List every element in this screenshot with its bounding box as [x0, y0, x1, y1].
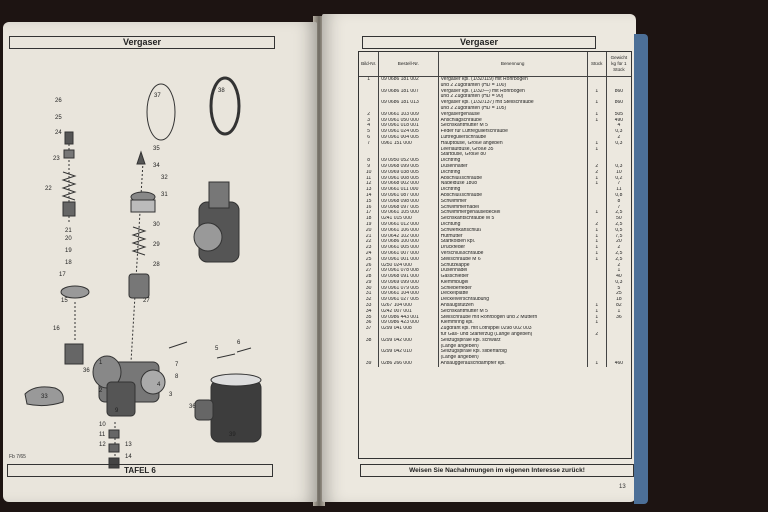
- cell-figure-no: 29: [365, 279, 372, 285]
- callout-34: 34: [153, 163, 160, 169]
- cell-description: Druckfeder: [438, 245, 587, 251]
- cell-order-no: 0961 151 000: [379, 141, 438, 147]
- cell-figure-no: 26: [365, 262, 372, 268]
- callout-10: 10: [99, 422, 106, 428]
- callout-13: 13: [125, 442, 132, 448]
- cell-figure-no: 34: [365, 308, 372, 314]
- cable-spiral-loop: [211, 78, 239, 134]
- cell-quantity: 2: [587, 170, 606, 176]
- cell-description: Vergaser kpl. (1/32/119) mit Rohrbogen: [438, 77, 587, 83]
- callout-26: 26: [55, 98, 62, 104]
- cell-order-no: 09 0968 097 005: [379, 205, 438, 211]
- cell-weight: 0,3: [606, 164, 631, 170]
- footer-notice: Weisen Sie Nachahmungen im eigenen Interesse zurück!: [360, 464, 634, 477]
- cell-weight: 490: [606, 118, 631, 124]
- cell-description: Luftregulierschraube: [438, 135, 587, 141]
- cell-weight: 11: [606, 187, 631, 193]
- cell-description: Sechskantschraube M 5: [438, 216, 587, 222]
- header-weight: Gewicht kg für 1 Stück: [606, 52, 631, 77]
- right-page-title: Vergaser: [362, 36, 596, 49]
- cell-weight: 50: [606, 216, 631, 222]
- cell-order-no: 09 0686 100 000: [379, 239, 438, 245]
- cell-figure-no: 38: [365, 337, 372, 343]
- callout-38: 38: [218, 88, 225, 94]
- callout-6: 6: [237, 340, 241, 346]
- cell-figure-no: 8: [367, 158, 370, 164]
- cell-figure-no: 37: [365, 326, 372, 332]
- cell-quantity: 2: [587, 332, 606, 338]
- cell-figure-no: 17: [365, 210, 372, 216]
- cell-order-no: 09 0661 105 000: [379, 210, 438, 216]
- throttle-cable-loop: [147, 84, 175, 140]
- cell-figure-no: 39: [365, 361, 372, 367]
- cell-order-no: 09 0961 027 005: [379, 297, 438, 303]
- cell-order-no: 09 0961 018 001: [379, 123, 438, 129]
- callout-20: 20: [65, 236, 72, 242]
- cell-description: Düsennadel: [438, 268, 587, 274]
- cell-description: (Länge angeben): [438, 355, 587, 361]
- cell-description: Hauptdüse, Größe angeben: [438, 141, 587, 147]
- cell-figure-no: 10: [365, 169, 372, 175]
- cell-description: Stellschraube M 6: [438, 257, 587, 263]
- cell-quantity: 1: [587, 181, 606, 187]
- cell-order-no: 09 0961 087 000: [379, 193, 438, 199]
- print-mark: Fb 7/65: [9, 454, 26, 460]
- callout-15: 15: [61, 298, 68, 304]
- cell-quantity: 1: [587, 228, 606, 234]
- cell-weight: 860: [606, 89, 631, 95]
- cell-description: Dichtring: [438, 187, 587, 193]
- cell-description: Sechskantmutter M 5: [438, 123, 587, 129]
- callout-4: 4: [157, 382, 161, 388]
- cell-order-no: 09 0661 007 000: [379, 251, 438, 257]
- cell-figure-no: 35: [365, 314, 372, 320]
- cell-figure-no: 33: [365, 303, 372, 309]
- cell-figure-no: 4: [367, 123, 370, 129]
- plate-label: TAFEL 6: [7, 464, 273, 477]
- cell-description: und 2 Zugdrähten (HD = 100): [438, 83, 587, 89]
- cell-quantity: 1: [587, 315, 606, 321]
- cell-weight: 2: [606, 135, 631, 141]
- cell-weight: 1: [606, 309, 631, 315]
- callout-16: 16: [53, 326, 60, 332]
- callout-31: 31: [161, 192, 168, 198]
- cell-quantity: 1: [587, 320, 606, 326]
- cell-description: Schieberfeder: [438, 286, 587, 292]
- cell-order-no: 09 0968 099 005: [379, 164, 438, 170]
- cell-order-no: 0299 042 010: [379, 349, 438, 355]
- cell-quantity: 1: [587, 112, 606, 118]
- cell-figure-no: 36: [365, 320, 372, 326]
- cell-figure-no: 23: [365, 245, 372, 251]
- cell-order-no: 09 0661 106 000: [379, 228, 438, 234]
- cell-order-no: 09 0986 423 000: [379, 320, 438, 326]
- cell-order-no: 09 0661 104 000: [379, 291, 438, 297]
- header-order-no: Bestell-Nr.: [379, 52, 438, 77]
- cell-weight: 18: [606, 297, 631, 303]
- callout-39: 39: [229, 432, 236, 438]
- cell-description: Deckelverschraubung: [438, 297, 587, 303]
- cell-weight: 505: [606, 112, 631, 118]
- cell-figure-no: 9: [367, 163, 370, 169]
- callout-23: 23: [53, 156, 60, 162]
- cell-quantity: 2: [587, 164, 606, 170]
- exploded-carburetor-diagram: [3, 62, 317, 482]
- cell-weight: 0,3: [606, 129, 631, 135]
- cell-description: Hutmutter: [438, 234, 587, 240]
- cell-figure-no: 13: [365, 187, 372, 193]
- cell-order-no: 09 0961 008 005: [379, 176, 438, 182]
- cell-quantity: 1: [587, 251, 606, 257]
- cell-quantity: 1: [587, 361, 606, 367]
- cell-description: Vergaser kpl. (1/32/137) mit Stellschraube: [438, 100, 587, 106]
- callout-2: 2: [99, 388, 103, 394]
- cell-weight: 2,5: [606, 251, 631, 257]
- cell-description: Düsenhalter: [438, 164, 587, 170]
- cell-weight: 0,3: [606, 141, 631, 147]
- cell-description: Schwenkanschluß: [438, 228, 587, 234]
- callout-32: 32: [161, 175, 168, 181]
- header-description: Benennung: [438, 52, 587, 77]
- callout-7: 7: [175, 362, 179, 368]
- cell-description: Abschlußschraube: [438, 176, 587, 182]
- callout-8: 8: [175, 374, 179, 380]
- cell-order-no: 0299 041 008: [379, 326, 438, 332]
- callout-21: 21: [65, 228, 72, 234]
- cell-description: Seilzugspirale kpl. silberfarbig: [438, 349, 587, 355]
- cell-weight: 1: [606, 268, 631, 274]
- cell-description: Dichtring: [438, 170, 587, 176]
- cell-figure-no: 12: [365, 181, 372, 187]
- cell-order-no: 09 0961 079 005: [379, 286, 438, 292]
- cell-quantity: 1: [587, 118, 606, 124]
- cell-weight: 36: [606, 315, 631, 321]
- cell-weight: 7: [606, 181, 631, 187]
- cell-weight: 7,5: [606, 234, 631, 240]
- cell-order-no: 09 0661 011 000: [379, 187, 438, 193]
- cell-quantity: 1: [587, 147, 606, 153]
- cell-quantity: 1: [587, 303, 606, 309]
- cell-order-no: 09 0961 024 005: [379, 129, 438, 135]
- cell-figure-no: 31: [365, 291, 372, 297]
- cell-figure-no: 25: [365, 256, 372, 262]
- blue-cover-edge: [634, 34, 648, 504]
- cell-description: Startkolben kpl.: [438, 239, 587, 245]
- cell-figure-no: 27: [365, 268, 372, 274]
- cell-description: Dichtring: [438, 158, 587, 164]
- cell-order-no: 09 0961 004 005: [379, 135, 438, 141]
- callout-35: 35: [153, 146, 160, 152]
- parts-row: [359, 361, 631, 367]
- cell-figure-no: 14: [365, 192, 372, 198]
- cell-order-no: 09 0686 181 002: [379, 77, 438, 83]
- callout-24: 24: [55, 130, 62, 136]
- cell-quantity: 1: [587, 239, 606, 245]
- cell-order-no: 0250 024 000: [379, 263, 438, 269]
- callout-30: 30: [153, 222, 160, 228]
- cell-weight: 0,3: [606, 280, 631, 286]
- cell-weight: 2: [606, 245, 631, 251]
- callout-25: 25: [55, 115, 62, 121]
- cell-order-no: 09 0950 052 005: [379, 158, 438, 164]
- cell-order-no: 09 0969 038 005: [379, 170, 438, 176]
- cell-weight: 0,8: [606, 193, 631, 199]
- callout-36b: 36: [189, 404, 196, 410]
- cell-description: Klemmbügel: [438, 280, 587, 286]
- cell-description: Dichtung: [438, 222, 587, 228]
- cell-description: Gasschieber: [438, 274, 587, 280]
- cell-weight: 4: [606, 123, 631, 129]
- page-number: 13: [619, 484, 626, 490]
- callout-17: 17: [59, 272, 66, 278]
- cell-order-no: 09 0961 001 000: [379, 257, 438, 263]
- cell-order-no: 09 0961 050 000: [379, 118, 438, 124]
- cell-weight: 460: [606, 361, 631, 367]
- cell-description: für Gas- und Starterzug (Länge angeben): [438, 332, 587, 338]
- cell-order-no: 0299 042 000: [379, 338, 438, 344]
- cell-description: Ansaugstutzen: [438, 303, 587, 309]
- cell-weight: 2: [606, 263, 631, 269]
- parts-table-body: [359, 77, 631, 367]
- cell-figure-no: 32: [365, 297, 372, 303]
- cell-order-no: 09 0661 012 000: [379, 222, 438, 228]
- cell-order-no: 0286 266 000: [379, 361, 438, 367]
- cell-figure-no: 11: [365, 175, 372, 181]
- callout-5: 5: [215, 346, 219, 352]
- cell-description: Nadeldüse 1808: [438, 181, 587, 187]
- cell-figure-no: 21: [365, 233, 372, 239]
- cell-order-no: 0241 015 000: [379, 216, 438, 222]
- cell-weight: 7: [606, 205, 631, 211]
- cell-weight: 10: [606, 170, 631, 176]
- cell-weight: 40: [606, 274, 631, 280]
- cell-order-no: 09 0968 098 000: [379, 199, 438, 205]
- cell-order-no: 09 0969 099 000: [379, 280, 438, 286]
- cell-description: Leerlaufdüse, Größe 35: [438, 147, 587, 153]
- cell-quantity: 1: [587, 234, 606, 240]
- cell-description: Startdüse, Größe 80: [438, 152, 587, 158]
- cell-description: Anschlagschraube: [438, 118, 587, 124]
- cell-order-no: 0267 104 000: [379, 303, 438, 309]
- cell-quantity: 2: [587, 222, 606, 228]
- cell-figure-no: 5: [367, 129, 370, 135]
- cell-figure-no: 19: [365, 221, 372, 227]
- cell-quantity: 1: [587, 257, 606, 263]
- cell-description: Schwimmer: [438, 199, 587, 205]
- cell-description: Klemmring kpl.: [438, 320, 587, 326]
- cell-description: Vergasergehäuse: [438, 112, 587, 118]
- cell-description: (Länge angeben): [438, 344, 587, 350]
- cell-description: Ansauggeräuschdämpfer kpl.: [438, 361, 587, 367]
- cell-quantity: 1: [587, 245, 606, 251]
- cell-description: Zugdraht kpl. mit Lötnippel 0298 002 003: [438, 326, 587, 332]
- cell-figure-no: 2: [367, 111, 370, 117]
- cell-description: Sechskantmutter M 5: [438, 309, 587, 315]
- callout-9: 9: [115, 408, 119, 414]
- cell-weight: 20: [606, 239, 631, 245]
- cell-description: Verschlußschraube: [438, 251, 587, 257]
- header-figure-no: Bild-Nr.: [359, 52, 379, 77]
- cell-description: und 2 Zugdrähten (HD = 90): [438, 94, 587, 100]
- cell-figure-no: 28: [365, 274, 372, 280]
- cell-order-no: 09 0986 443 001: [379, 315, 438, 321]
- cell-weight: 860: [606, 100, 631, 106]
- cell-figure-no: 24: [365, 250, 372, 256]
- callout-12: 12: [99, 442, 106, 448]
- cell-figure-no: 7: [367, 140, 370, 146]
- callout-1: 1: [99, 360, 103, 366]
- cell-weight: 25: [606, 291, 631, 297]
- cell-quantity: 1: [587, 100, 606, 106]
- cell-order-no: 09 0686 181 013: [379, 100, 438, 106]
- parts-table: [359, 52, 631, 367]
- cell-order-no: 09 0968 091 000: [379, 274, 438, 280]
- right-page: [322, 14, 636, 502]
- cell-weight: 2,5: [606, 222, 631, 228]
- cell-figure-no: 1: [367, 76, 370, 82]
- callout-18: 18: [65, 260, 72, 266]
- cell-description: Abschlußschraube: [438, 193, 587, 199]
- parts-table-header: [359, 52, 631, 77]
- cell-weight: 82: [606, 303, 631, 309]
- cell-description: Stellschraube mit Rohrbogen und 2 Muttern: [438, 315, 587, 321]
- left-page: [3, 22, 317, 502]
- cell-weight: 8: [606, 199, 631, 205]
- cell-description: Seilzugspirale kpl. schwarz: [438, 338, 587, 344]
- cell-figure-no: 18: [365, 216, 372, 222]
- cell-weight: 0,2: [606, 176, 631, 182]
- callout-36: 36: [83, 368, 90, 374]
- cell-weight: 0,5: [606, 228, 631, 234]
- callout-37: 37: [154, 93, 161, 99]
- cell-description: Schwimmergehäusedeckel: [438, 210, 587, 216]
- callout-3: 3: [169, 392, 173, 398]
- cell-order-no: 0242 007 001: [379, 309, 438, 315]
- cell-figure-no: 20: [365, 227, 372, 233]
- cell-order-no: 09 0661 103 009: [379, 112, 438, 118]
- cell-order-no: 09 0661 005 000: [379, 245, 438, 251]
- cell-weight: 5: [606, 286, 631, 292]
- cell-figure-no: 3: [367, 117, 370, 123]
- cell-order-no: 09 0668 002 000: [379, 181, 438, 187]
- cell-description: Deckelplatte: [438, 291, 587, 297]
- cell-figure-no: 30: [365, 285, 372, 291]
- callout-28: 28: [153, 262, 160, 268]
- cell-order-no: 09 0642 102 000: [379, 234, 438, 240]
- cell-figure-no: 6: [367, 134, 370, 140]
- cell-description: Feder für Luftregulierschraube: [438, 129, 587, 135]
- cell-weight: 2,5: [606, 210, 631, 216]
- callout-14: 14: [125, 454, 132, 460]
- cell-quantity: 1: [587, 210, 606, 216]
- cell-figure-no: 22: [365, 239, 372, 245]
- cell-description: Schutzkappe: [438, 263, 587, 269]
- header-quantity: Stück: [587, 52, 606, 77]
- cell-quantity: 1: [587, 309, 606, 315]
- callout-29: 29: [153, 242, 160, 248]
- callout-22: 22: [45, 186, 52, 192]
- callout-27: 27: [143, 298, 150, 304]
- parts-table-frame: [358, 51, 632, 459]
- cell-figure-no: 16: [365, 204, 372, 210]
- cell-order-no: 09 0961 078 008: [379, 268, 438, 274]
- cell-quantity: 1: [587, 176, 606, 182]
- cell-order-no: 09 0686 181 007: [379, 89, 438, 95]
- cell-description: und 2 Zugdrähten (HD = 105): [438, 106, 587, 112]
- cell-weight: 2,5: [606, 257, 631, 263]
- callout-19: 19: [65, 248, 72, 254]
- cell-description: Schwimmernadel: [438, 205, 587, 211]
- callout-33: 33: [41, 394, 48, 400]
- cell-description: Vergaser kpl. (1/32/—) mit Rohrbogen: [438, 89, 587, 95]
- callout-11: 11: [99, 432, 106, 438]
- cell-figure-no: 15: [365, 198, 372, 204]
- cell-quantity: 1: [587, 89, 606, 95]
- left-page-title: Vergaser: [9, 36, 275, 49]
- cell-quantity: 1: [587, 141, 606, 147]
